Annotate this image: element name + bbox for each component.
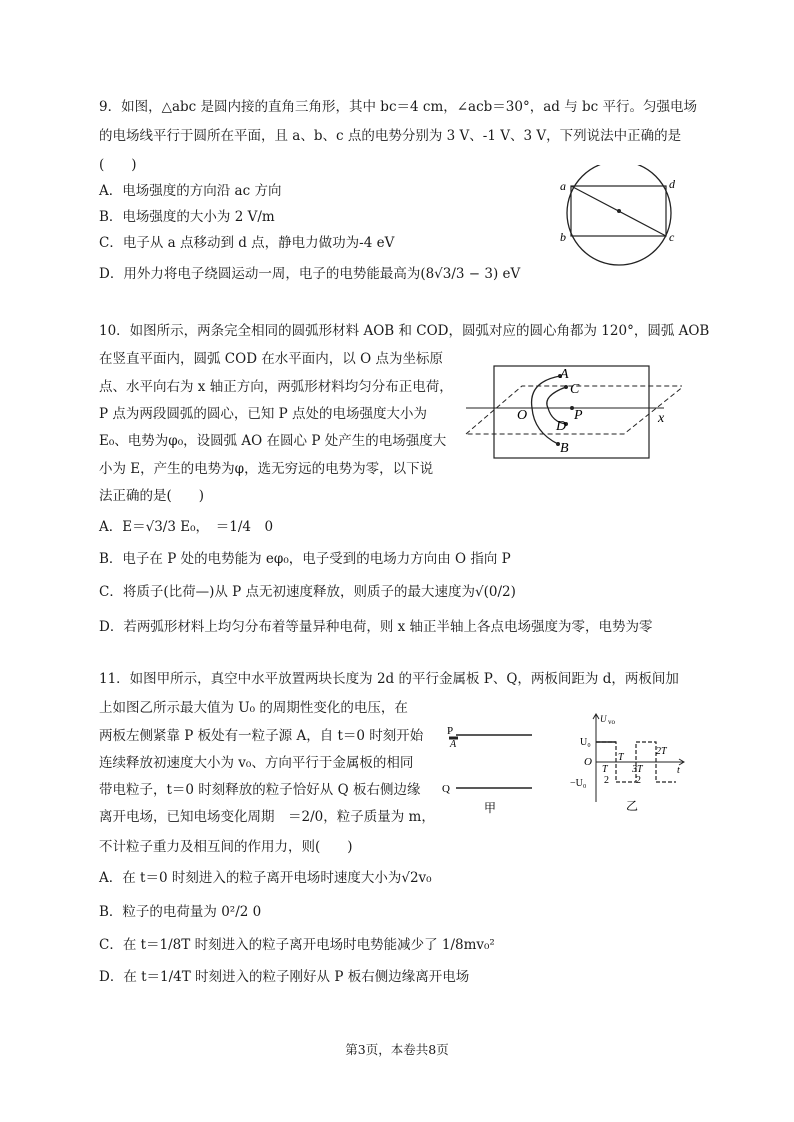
label-x: x bbox=[658, 411, 665, 426]
caption-jia: 甲 bbox=[484, 801, 497, 815]
q10-stem-line7: 法正确的是( ) bbox=[99, 488, 205, 504]
label-A: A bbox=[560, 367, 569, 382]
label-D: D bbox=[556, 419, 567, 434]
label-u: U bbox=[600, 714, 607, 724]
q9-option-b: B．电场强度的大小为 2 V/m bbox=[99, 209, 275, 225]
label-t-axis: t bbox=[677, 765, 680, 776]
q9-stem-line2: 的电场线平行于圆所在平面，且 a、b、c 点的电势分别为 3 V、-1 V、3 V，下列说法中正确的是 bbox=[99, 128, 682, 144]
label-p: P bbox=[447, 725, 454, 737]
label-q: Q bbox=[442, 783, 450, 795]
label-P: P bbox=[574, 408, 583, 423]
q11-stem-line4: 连续释放初速度大小为 v₀、方向平行于金属板的相同 bbox=[99, 755, 414, 771]
q9-stem-line1: 9．如图，△abc 是圆内接的直角三角形，其中 bc＝4 cm，∠acb＝30°，ad 与 bc 平行。匀强电场 bbox=[99, 99, 698, 115]
label-a: A bbox=[450, 739, 457, 750]
q10-stem-line6: 小为 E，产生的电势为φ，选无穷远的电势为零，以下说 bbox=[99, 461, 434, 477]
q11-option-b: B．粒子的电荷量为 0²/2 0 bbox=[99, 904, 262, 920]
circle bbox=[567, 165, 671, 265]
q9-option-d: D．用外力将电子绕圆运动一周，电子的电势能最高为(8√3/3 − 3) eV bbox=[99, 266, 521, 282]
q9-answer-paren: ( ) bbox=[99, 157, 137, 173]
label-neg-u0: −U₀ bbox=[570, 778, 587, 789]
q11-stem-line3: 两板左侧紧靠 P 板处有一粒子源 A，自 t＝0 时刻开始 bbox=[99, 728, 424, 744]
q11-figure-jia bbox=[440, 720, 540, 815]
q10-stem-line3: 点、水平向右为 x 轴正方向，两弧形材料均匀分布正电荷， bbox=[99, 379, 453, 395]
label-3t: 3T bbox=[632, 764, 643, 775]
q10-arc-figure bbox=[462, 362, 682, 462]
label-3t-den: 2 bbox=[636, 775, 641, 786]
q9-option-c: C．电子从 a 点移动到 d 点，静电力做功为-4 eV bbox=[99, 235, 395, 251]
q11-figure-yi bbox=[568, 710, 686, 818]
q10-stem-line2: 在竖直平面内，圆弧 COD 在水平面内，以 O 点为坐标原 bbox=[99, 351, 443, 367]
q10-option-d: D．若两弧形材料上均匀分布着等量异种电荷，则 x 轴正半轴上各点电场强度为零，电势为零 bbox=[99, 619, 653, 635]
caption-yi: 乙 bbox=[626, 799, 639, 813]
label-origin: O bbox=[584, 756, 592, 768]
q11-option-a: A．在 t＝0 时刻进入的粒子离开电场时速度大小为√2v₀ bbox=[99, 870, 432, 886]
label-B: B bbox=[560, 441, 569, 456]
page-footer: 第3页，本卷共8页 bbox=[345, 1042, 449, 1057]
label-t: T bbox=[618, 752, 624, 763]
label-d: d bbox=[669, 177, 675, 191]
label-O: O bbox=[517, 408, 528, 423]
q10-option-c: C．将质子(比荷—)从 P 点无初速度释放，则质子的最大速度为√(0/2) bbox=[99, 584, 516, 600]
label-a: a bbox=[560, 179, 566, 193]
label-c: c bbox=[669, 230, 675, 244]
q9-circle-figure bbox=[555, 165, 685, 270]
q11-stem-line5: 带电粒子，t＝0 时刻释放的粒子恰好从 Q 板右侧边缘 bbox=[99, 782, 421, 798]
q10-option-b: B．电子在 P 处的电势能为 eφ₀，电子受到的电场力方向由 O 指向 P bbox=[99, 551, 511, 567]
label-u0: U₀ bbox=[580, 737, 591, 748]
q10-stem-line1: 10．如图所示，两条完全相同的圆弧形材料 AOB 和 COD，圆弧对应的圆心角都为 120°，圆弧 AOB bbox=[99, 323, 710, 339]
q11-stem-line2: 上如图乙所示最大值为 U₀ 的周期性变化的电压，在 bbox=[99, 700, 408, 716]
label-C: C bbox=[570, 382, 580, 397]
label-b: b bbox=[560, 230, 566, 244]
q11-option-c: C．在 t＝1/8T 时刻进入的粒子离开电场时电势能减少了 1/8mv₀² bbox=[99, 937, 495, 953]
label-u-sub: vo bbox=[608, 718, 615, 726]
q10-stem-line5: E₀、电势为φ₀，设圆弧 AO 在圆心 P 处产生的电场强度大 bbox=[99, 433, 447, 449]
q11-stem-line7: 不计粒子重力及相互间的作用力，则( ) bbox=[99, 839, 353, 855]
q11-stem-line6: 离开电场，已知电场变化周期 ＝2/0，粒子质量为 m， bbox=[99, 809, 435, 825]
center-dot bbox=[617, 209, 621, 213]
q11-option-d: D．在 t＝1/4T 时刻进入的粒子刚好从 P 板右侧边缘离开电场 bbox=[99, 969, 470, 985]
label-2t: 2T bbox=[656, 746, 667, 757]
q11-stem-line1: 11．如图甲所示，真空中水平放置两块长度为 2d 的平行金属板 P、Q，两板间距为 d，两板间加 bbox=[99, 671, 679, 687]
q9-option-a: A．电场强度的方向沿 ac 方向 bbox=[99, 183, 282, 199]
q10-stem-line4: P 点为两段圆弧的圆心，已知 P 点处的电场强度大小为 bbox=[99, 406, 428, 422]
q10-option-a: A．E＝√3/3 E₀， ＝1/4 0 bbox=[99, 519, 274, 535]
point-c bbox=[564, 385, 568, 389]
label-t-half-den: 2 bbox=[604, 775, 609, 786]
label-t-half: T bbox=[602, 764, 608, 775]
